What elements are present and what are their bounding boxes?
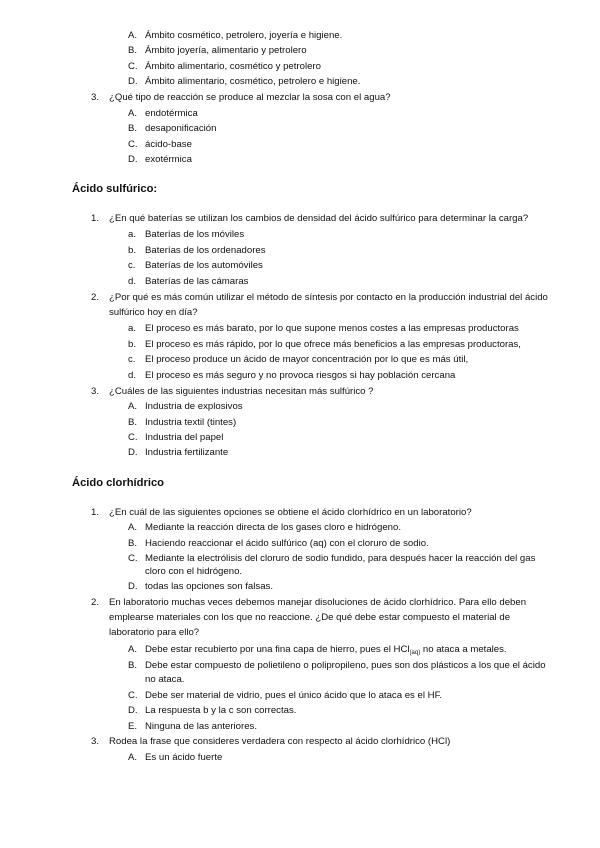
option-text: ácido-base [145,139,192,150]
option-marker: D. [128,447,138,458]
option-marker: E. [128,721,138,732]
option-marker: b. [128,245,137,256]
option-text: Industria de explosivos [145,401,243,412]
option-text: Ninguna de las anteriores. [145,721,257,732]
option-text: endotérmica [145,108,198,119]
option-marker: C. [128,553,138,564]
option-marker: B. [128,123,138,134]
section-heading-clorhidrico: Ácido clorhídrico [72,477,164,489]
option-text: Mediante la reacción directa de los gases cloro e hidrógeno. [145,522,401,533]
option-marker: d. [128,370,137,381]
option-text: Industria del papel [145,432,224,443]
option-text: Mediante la electrólisis del cloruro de sodio fundido, para después hacer la reacción del gas [145,553,536,564]
option-text-part: no ataca a metales. [420,644,507,655]
option-text-continued: cloro con el hidrógeno. [145,566,243,577]
option-marker: D. [128,76,138,87]
option-marker: A. [128,108,138,119]
question-number: 2. [91,292,100,303]
question-text: ¿En qué baterías se utilizan los cambios de densidad del ácido sulfúrico para determinar la carga? [109,213,529,224]
option-text-continued: no ataca. [145,674,185,685]
question-text: En laboratorio muchas veces debemos manejar disoluciones de ácido clorhídrico. Para ello deben [109,597,527,608]
option-marker: C. [128,139,138,150]
question-number: 3. [91,736,100,747]
option-marker: B. [128,417,138,428]
question-text: ¿En cuál de las siguientes opciones se obtiene el ácido clorhídrico en un laboratorio? [109,507,472,518]
option-text: Ámbito alimentario, cosmético y petrolero [145,61,321,72]
option-marker: B. [128,660,138,671]
question-text: Rodea la frase que consideres verdadera con respecto al ácido clorhídrico (HCl) [109,736,451,747]
question-text-continued: emplearse materiales con los que no reaccione. ¿De qué debe estar compuesto el material de [109,612,511,623]
option-text: Ámbito cosmético, petrolero, joyería e higiene. [145,30,343,41]
question-text: ¿Por qué es más común utilizar el método de síntesis por contacto en la producción industrial del ácido [109,292,548,303]
option-marker: B. [128,45,138,56]
question-number: 3. [91,92,100,103]
option-marker: a. [128,229,137,240]
question-number: 2. [91,597,100,608]
option-marker: c. [128,260,136,271]
option-marker: A. [128,522,138,533]
question-text-continued: laboratorio para ello? [109,627,200,638]
option-text: Ámbito alimentario, cosmético, petrolero e higiene. [145,76,361,87]
option-marker: B. [128,538,138,549]
option-text: Baterías de los móviles [145,229,245,240]
option-marker: D. [128,705,138,716]
option-marker: d. [128,276,137,287]
question-text: ¿Cuáles de las siguientes industrias necesitan más sulfúrico ? [109,386,374,397]
option-text: El proceso es más seguro y no provoca riesgos si hay población cercana [145,370,456,381]
section-heading-sulfurico: Ácido sulfúrico: [72,183,158,195]
option-marker: A. [128,401,138,412]
option-marker: A. [128,752,138,763]
option-text: Baterías de las cámaras [145,276,249,287]
option-text: todas las opciones son falsas. [145,581,273,592]
option-marker: C. [128,61,138,72]
option-marker: D. [128,581,138,592]
option-text: La respuesta b y la c son correctas. [145,705,297,716]
option-text: Industria textil (tintes) [145,417,237,428]
option-marker: D. [128,154,138,165]
option-text-part: Debe estar recubierto por una fina capa de hierro, pues el HCl [145,644,410,655]
option-text: Debe ser material de vidrio, pues el único ácido que lo ataca es el HF. [145,690,443,701]
option-text: exotérmica [145,154,192,165]
option-text: Es un ácido fuerte [145,752,223,763]
option-marker: A. [128,644,138,655]
option-marker: C. [128,432,138,443]
option-text: El proceso es más rápido, por lo que ofrece más beneficios a las empresas productoras, [145,339,521,350]
option-text: El proceso produce un ácido de mayor concentración por lo que es más útil, [145,354,469,365]
question-text-continued: sulfúrico hoy en día? [109,307,198,318]
option-text: Baterías de los automóviles [145,260,263,271]
question-text: ¿Qué tipo de reacción se produce al mezclar la sosa con el agua? [109,92,391,103]
option-text: desaponificación [145,123,217,134]
option-marker: C. [128,690,138,701]
question-number: 1. [91,507,100,518]
option-marker: a. [128,323,137,334]
option-marker: c. [128,354,136,365]
question-number: 3. [91,386,100,397]
question-number: 1. [91,213,100,224]
option-marker: b. [128,339,137,350]
option-marker: A. [128,30,138,41]
option-text: Baterías de los ordenadores [145,245,266,256]
option-text: El proceso es más barato, por lo que supone menos costes a las empresas productoras [145,323,519,334]
option-text: Industria fertilizante [145,447,229,458]
option-text: Haciendo reaccionar el ácido sulfúrico (aq) con el cloruro de sodio. [145,538,429,549]
option-text: Ámbito joyería, alimentario y petrolero [145,45,307,56]
aqueous-subscript: (aq) [409,650,421,656]
option-text [145,643,507,660]
option-text: Debe estar compuesto de polietileno o polipropileno, pues son dos plásticos a los que el ácido [145,660,546,671]
